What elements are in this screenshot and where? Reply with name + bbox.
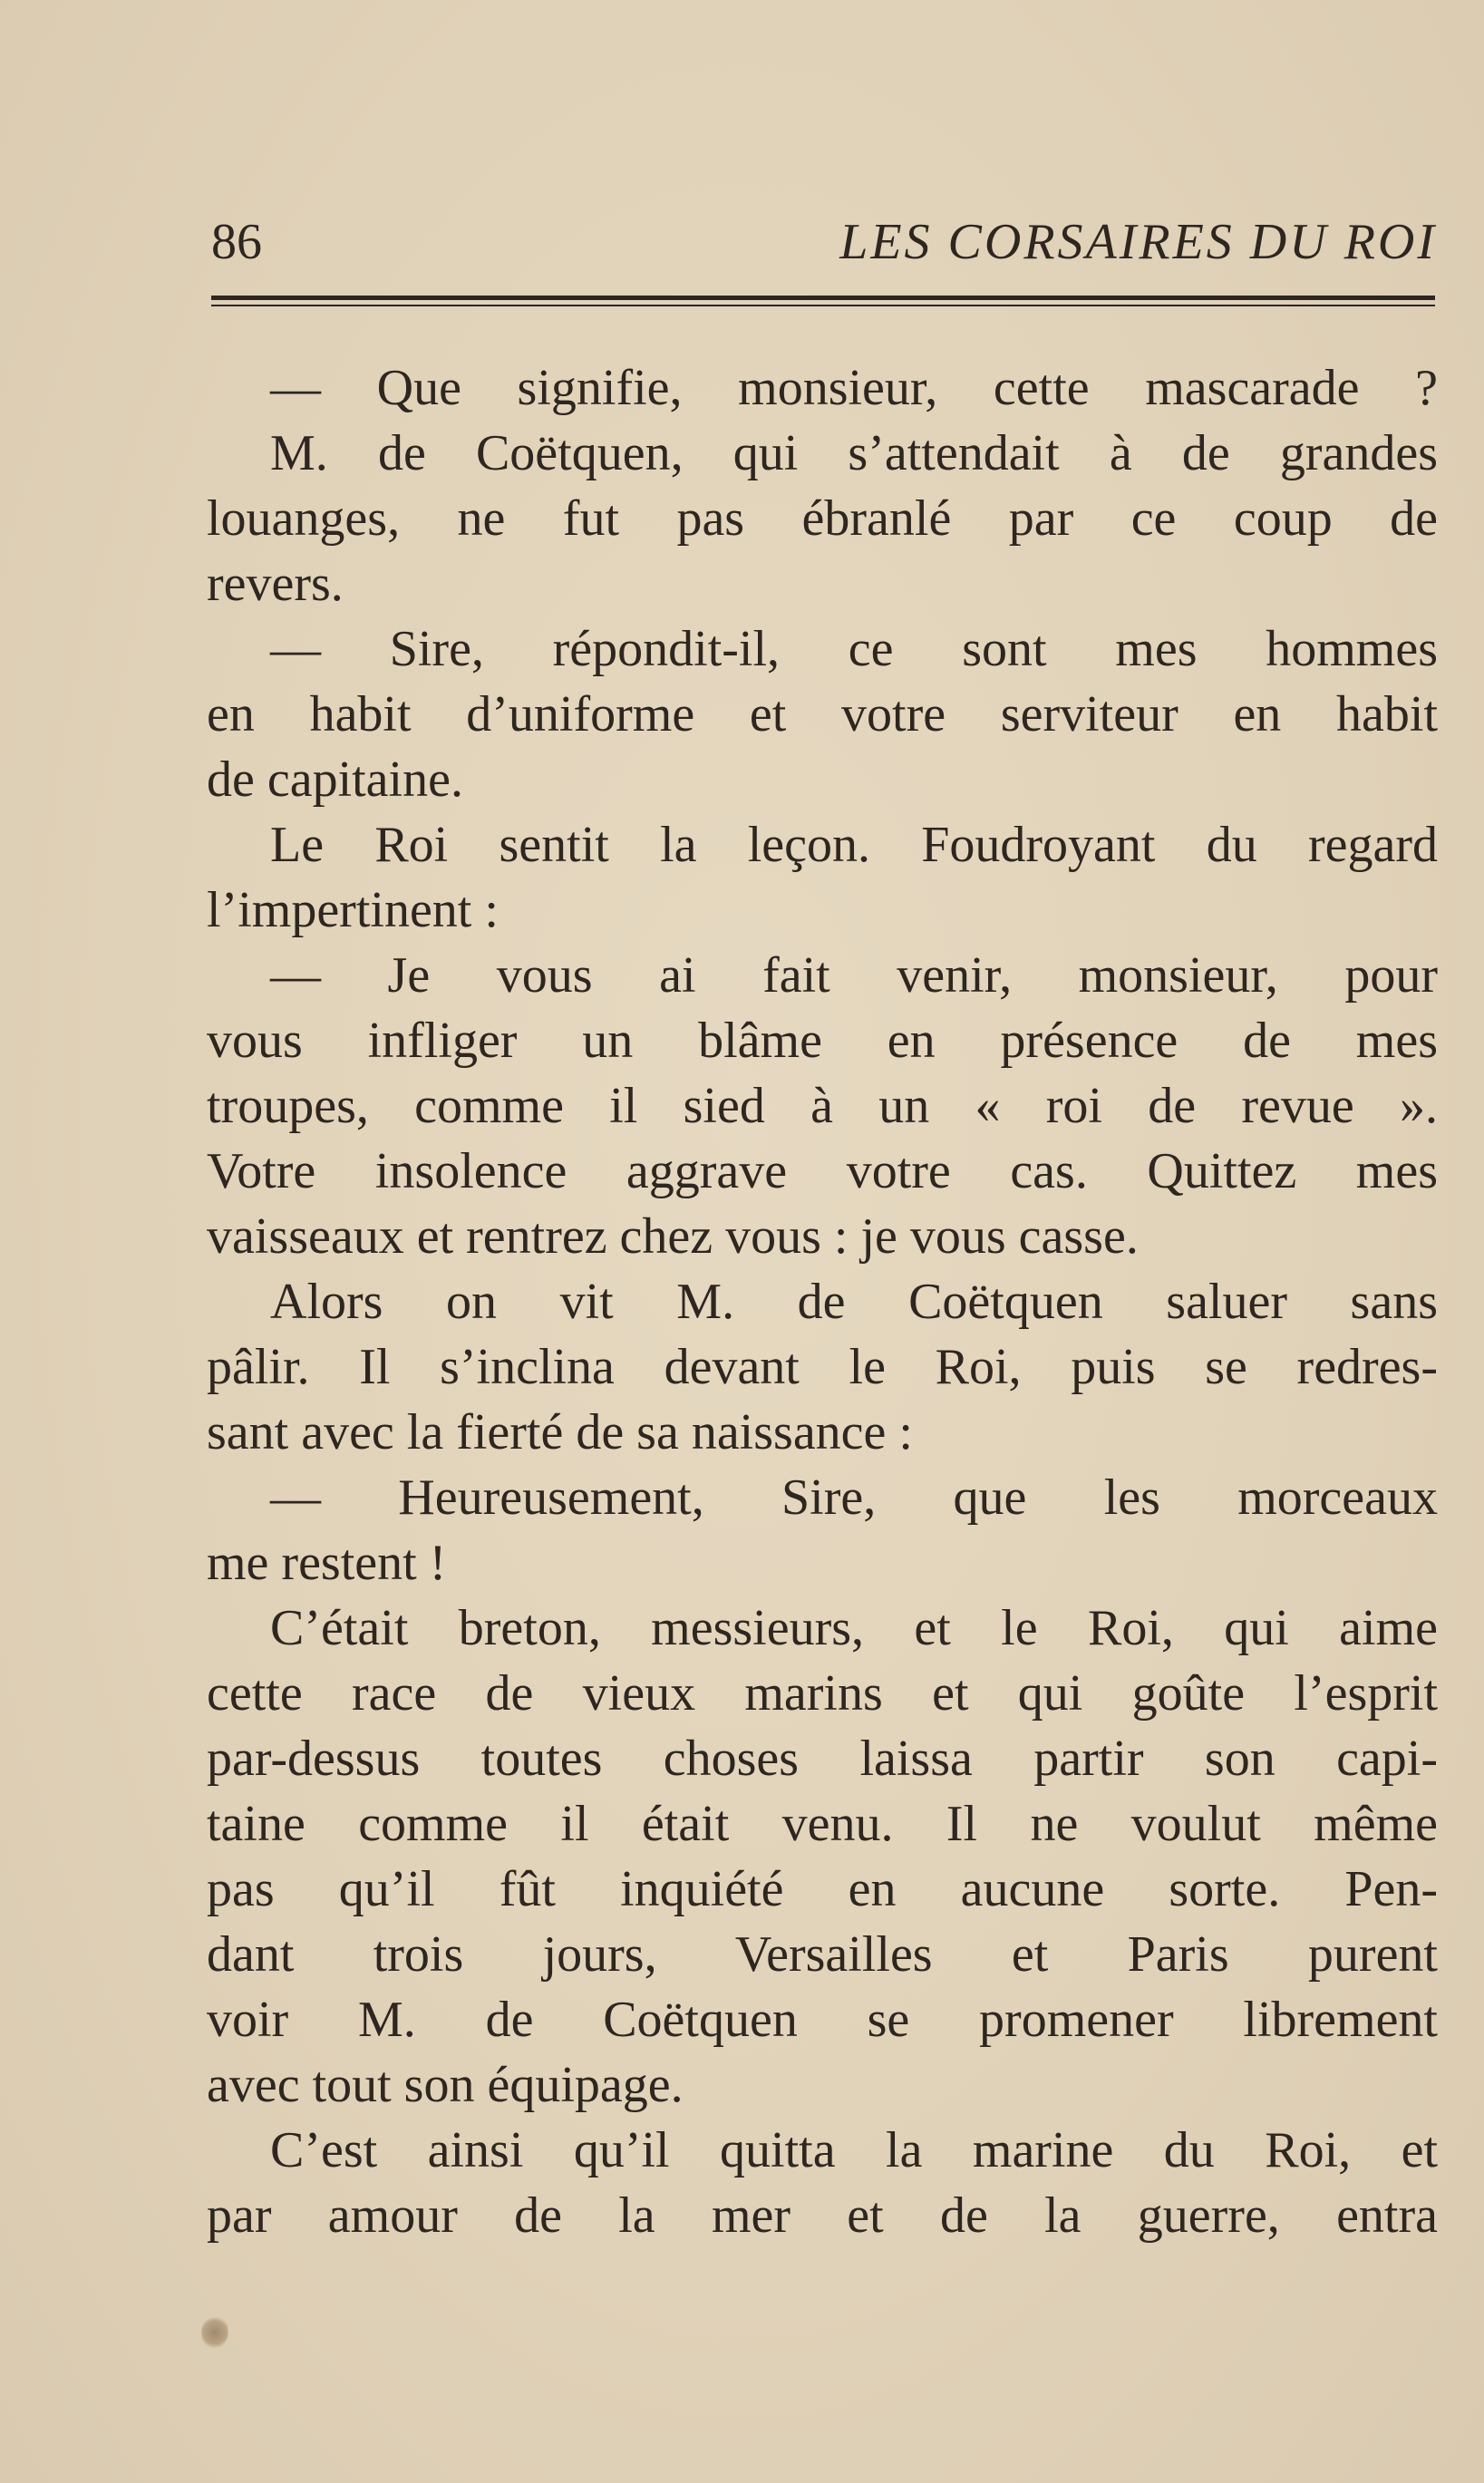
text-line: taine comme il était venu. Il ne voulut même xyxy=(207,1796,1438,1852)
text-line: en habit d’uniforme et votre serviteur en habit xyxy=(207,686,1438,742)
text-line: pas qu’il fût inquiété en aucune sorte. Pen- xyxy=(207,1861,1438,1917)
ink-blot-ornament xyxy=(201,2316,228,2349)
text-line: de capitaine. xyxy=(207,752,463,808)
text-line: — Je vous ai fait venir, monsieur, pour xyxy=(270,947,1438,1004)
text-line: par amour de la mer et de la guerre, entra xyxy=(207,2187,1438,2244)
text-line: C’est ainsi qu’il quitta la marine du Roi, et xyxy=(270,2122,1438,2178)
text-line: cette race de vieux marins et qui goûte l’esprit xyxy=(207,1665,1438,1722)
text-line: vaisseaux et rentrez chez vous : je vous casse. xyxy=(207,1208,1139,1265)
text-line: avec tout son équipage. xyxy=(207,2057,684,2113)
text-line: dant trois jours, Versailles et Paris purent xyxy=(207,1926,1438,1983)
text-line: l’impertinent : xyxy=(207,882,499,938)
text-line: — Heureusement, Sire, que les morceaux xyxy=(270,1469,1438,1526)
text-line: sant avec la fierté de sa naissance : xyxy=(207,1404,913,1460)
text-line: par-dessus toutes choses laissa partir son capi- xyxy=(207,1731,1438,1787)
text-line: me restent ! xyxy=(207,1535,447,1591)
text-line: voir M. de Coëtquen se promener librement xyxy=(207,1992,1438,2048)
text-line: Le Roi sentit la leçon. Foudroyant du regard xyxy=(270,817,1438,873)
page-number: 86 xyxy=(211,214,262,270)
text-line: C’était breton, messieurs, et le Roi, qui aime xyxy=(270,1600,1438,1656)
text-line: troupes, comme il sied à un « roi de revue ». xyxy=(207,1078,1438,1134)
body-text xyxy=(207,355,1438,2248)
text-line: louanges, ne fut pas ébranlé par ce coup de xyxy=(207,490,1438,547)
text-line: revers. xyxy=(207,556,344,612)
text-line: M. de Coëtquen, qui s’attendait à de grandes xyxy=(270,425,1438,481)
page-header xyxy=(211,213,1437,276)
text-line: — Sire, répondit-il, ce sont mes hommes xyxy=(270,621,1438,677)
header-rule-thick xyxy=(211,296,1435,300)
text-line: pâlir. Il s’inclina devant le Roi, puis se redres- xyxy=(207,1339,1438,1395)
text-line: vous infliger un blâme en présence de mes xyxy=(207,1013,1438,1069)
text-line: — Que signifie, monsieur, cette mascarade ? xyxy=(270,360,1438,416)
text-line: Votre insolence aggrave votre cas. Quittez mes xyxy=(207,1143,1438,1199)
running-title: LES CORSAIRES DU ROI xyxy=(839,214,1437,270)
header-rule-thin xyxy=(211,305,1435,306)
text-line: Alors on vit M. de Coëtquen saluer sans xyxy=(270,1274,1438,1330)
